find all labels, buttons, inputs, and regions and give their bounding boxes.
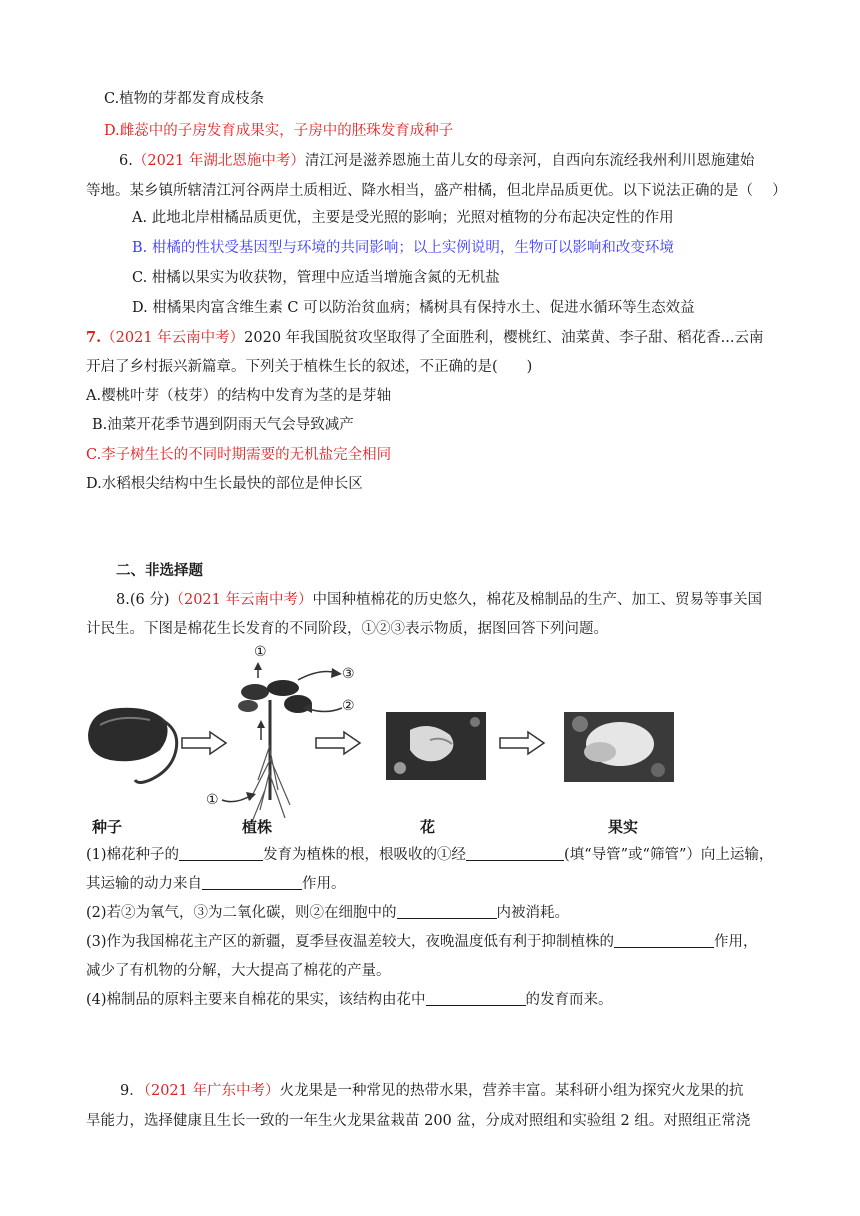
q7-option-b: B.油菜开花季节遇到阴雨天气会导致减产 [92, 417, 354, 433]
q6-stem-line1 [119, 151, 754, 171]
q8-sub3-text-b: 作用， [714, 934, 758, 950]
flower-photo [386, 712, 486, 780]
arrow-icon [500, 732, 544, 754]
answer-blank-3[interactable] [202, 875, 302, 890]
q7-option-c: C.李子树生长的不同时期需要的无机盐完全相同 [86, 447, 392, 463]
mark-2: ② [342, 698, 355, 714]
q8-sub2-text-a: (2)若②为氧气，③为二氧化碳，则②在细胞中的 [86, 905, 397, 921]
q8-sub4-text-b: 的发育而来。 [525, 992, 613, 1008]
q8-number: 8.(6 分) [116, 592, 170, 608]
q9-number: 9． [120, 1083, 144, 1099]
q6-option-d: D. 柑橘果肉富含维生素 C 可以防治贫血病；橘树具有保持水土、促进水循环等生态效益 [132, 300, 695, 316]
q6-option-a: A. 此地北岸柑橘品质更优，主要是受光照的影响；光照对植物的分布起决定性的作用 [132, 210, 674, 226]
q8-sub4-text-a: (4)棉制品的原料主要来自棉花的果实，该结构由花中 [86, 992, 426, 1008]
q8-sub3-text-a: (3)作为我国棉花主产区的新疆，夏季昼夜温差较大，夜晚温度低有利于抑制植株的 [86, 934, 615, 950]
q8-sub1-text-c: (填“导管”或“筛管”）向上运输， [564, 847, 774, 863]
q6-number: 6. [119, 153, 133, 169]
q9-source: （2021 年广东中考） [143, 1083, 280, 1099]
q8-sub1-text-e: 作用。 [302, 876, 346, 892]
q8-sub1-text-d: 其运输的动力来自 [86, 876, 202, 892]
q7-stem-line2: 开启了乡村振兴新篇章。下列关于植株生长的叙述，不正确的是( ) [86, 359, 533, 375]
q6-option-b: B. 柑橘的性状受基因型与环境的共同影响；以上实例说明，生物可以影响和改变环境 [132, 240, 674, 256]
figure-label-flower: 花 [420, 818, 436, 836]
q6-option-c: C. 柑橘以果实为收获物，管理中应适当增施含氮的无机盐 [132, 270, 500, 286]
q8-sub3-line1 [86, 932, 758, 952]
q8-sub1-line1 [86, 845, 773, 865]
q9-stem-text: 火龙果是一种常见的热带水果，营养丰富。某科研小组为探究火龙果的抗 [279, 1083, 744, 1099]
q7-source: （2021 年云南中考） [101, 330, 245, 346]
arrow-icon [182, 732, 226, 754]
figure-label-seed: 种子 [92, 818, 123, 836]
mark-1-bottom: ① [206, 792, 219, 808]
answer-blank-4[interactable] [397, 904, 497, 919]
q8-sub3-line2: 减少了有机物的分解，大大提高了棉花的产量。 [86, 963, 391, 979]
q5-option-d: D.雌蕊中的子房发育成果实，子房中的胚珠发育成种子 [104, 123, 454, 139]
figure-label-fruit: 果实 [608, 818, 639, 836]
q7-number: 7. [86, 329, 102, 346]
q8-stem-line2: 计民生。下图是棉花生长发育的不同阶段，①②③表示物质，据图回答下列问题。 [86, 621, 608, 637]
q8-stem-line1 [116, 590, 762, 610]
q5-option-c: C.植物的芽都发育成枝条 [104, 91, 265, 107]
seed-image [88, 708, 177, 783]
q8-sub2-text-b: 内被消耗。 [496, 905, 570, 921]
answer-blank-5[interactable] [614, 933, 714, 948]
q6-source: （2021 年湖北恩施中考） [132, 153, 305, 169]
q8-source: （2021 年云南中考） [169, 592, 313, 608]
q8-stem-text: 中国种植棉花的历史悠久，棉花及棉制品的生产、加工、贸易等事关国 [312, 592, 762, 608]
answer-blank-1[interactable] [179, 846, 263, 861]
plant-image [222, 662, 342, 822]
mark-1-top: ① [254, 644, 267, 660]
q9-stem-line2: 旱能力，选择健康且生长一致的一年生火龙果盆栽苗 200 盆，分成对照组和实验组 2 组。对照组正常浇 [86, 1113, 751, 1129]
q8-sub1-text-a: (1)棉花种子的 [86, 847, 180, 863]
q8-sub1-line2 [86, 874, 346, 894]
q6-stem-text: 清江河是滋养恩施土苗儿女的母亲河，自西向东流经我州利川恩施建始 [304, 153, 755, 169]
fruit-photo [564, 712, 674, 782]
answer-blank-2[interactable] [466, 846, 564, 861]
q7-option-a: A.樱桃叶芽（枝芽）的结构中发育为茎的是芽轴 [86, 388, 392, 404]
figure-label-plant: 植株 [242, 818, 273, 836]
cotton-growth-figure [80, 640, 780, 840]
section-title: 二、非选择题 [116, 562, 203, 579]
q8-sub4 [86, 990, 613, 1010]
q8-sub1-text-b: 发育为植株的根，根吸收的①经 [263, 847, 467, 863]
cotton-figure-svg [80, 640, 780, 840]
q7-option-d: D.水稻根尖结构中生长最快的部位是伸长区 [86, 476, 363, 492]
q7-stem-text: 2020 年我国脱贫攻坚取得了全面胜利，樱桃红、油菜黄、李子甜、稻花香...云南 [244, 330, 764, 346]
q8-sub2 [86, 903, 569, 923]
q9-stem-line1 [120, 1081, 744, 1101]
arrow-icon [316, 732, 360, 754]
mark-3: ③ [342, 666, 355, 682]
answer-blank-6[interactable] [426, 991, 526, 1006]
q7-stem-line1 [86, 328, 764, 348]
q6-stem-line2: 等地。某乡镇所辖清江河谷两岸土质相近、降水相当，盛产柑橘，但北岸品质更优。以下说法正确的是（ ） [86, 183, 787, 199]
